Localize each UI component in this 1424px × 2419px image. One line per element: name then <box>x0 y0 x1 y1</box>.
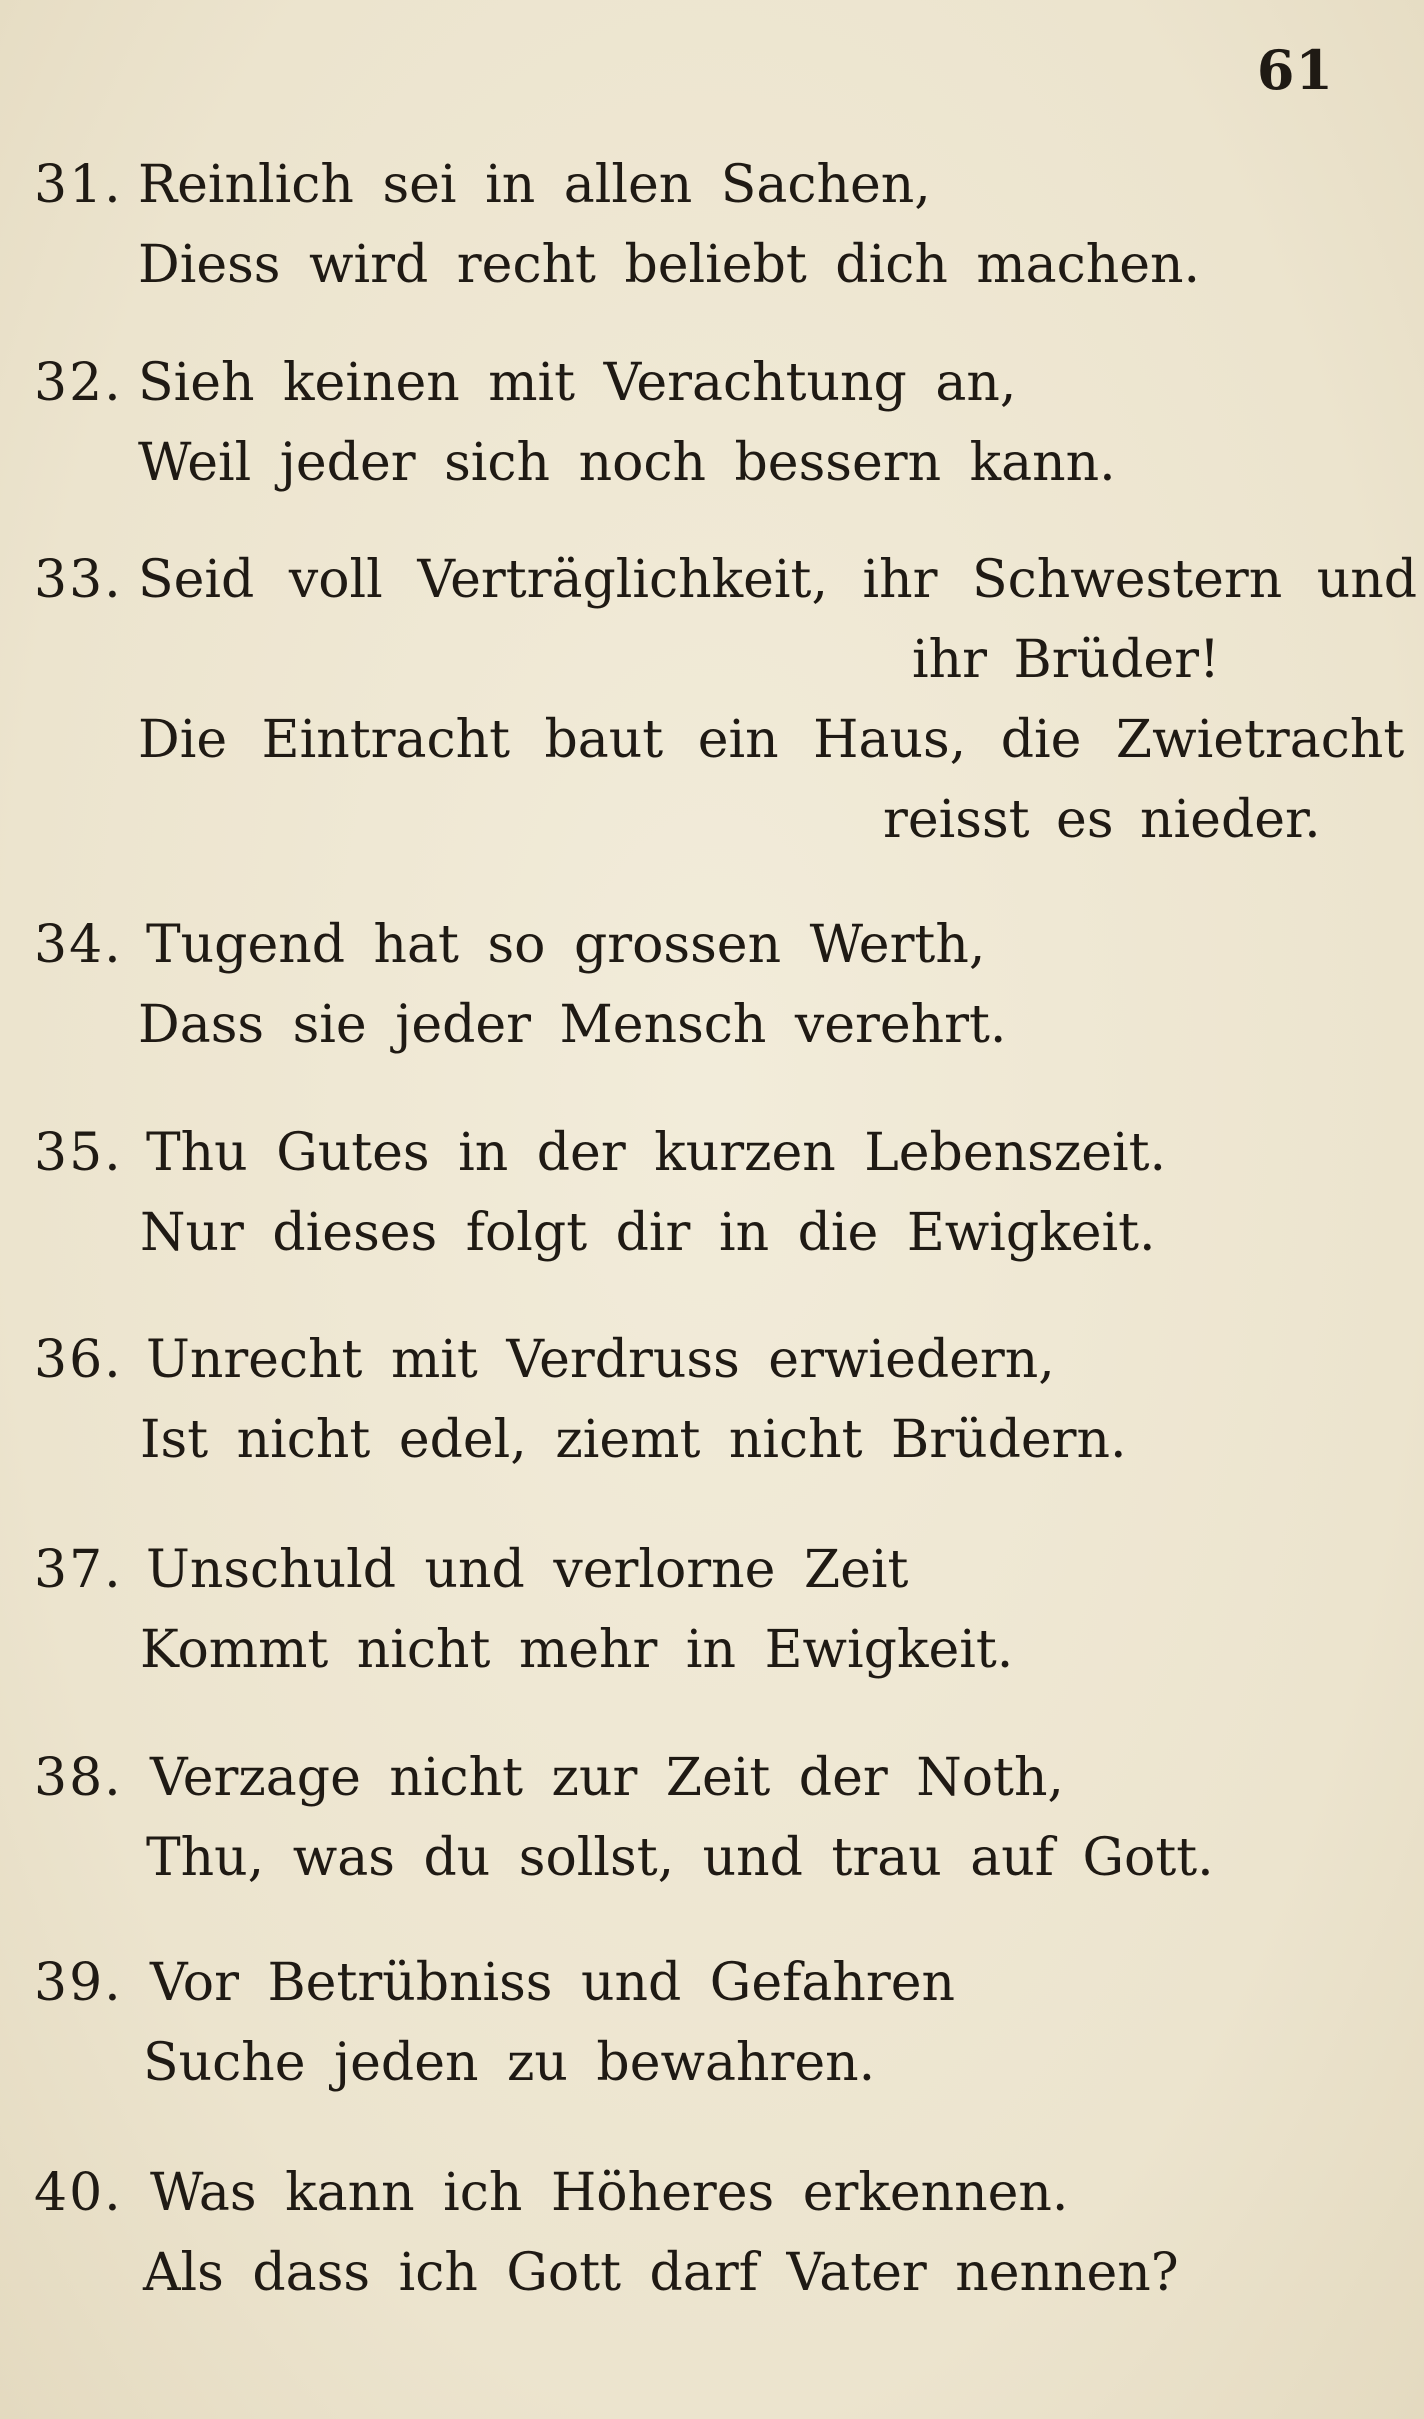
verse-number: 35. <box>34 1123 123 1183</box>
verse-line-continuation: reisst es nieder. <box>883 790 1321 850</box>
verse-line: Reinlich sei in allen Sachen, <box>138 155 931 215</box>
verse-number: 40. <box>34 2163 123 2223</box>
verse-line: Diess wird recht beliebt dich machen. <box>138 235 1201 295</box>
verse-number: 32. <box>34 353 123 413</box>
verse-line: Nur dieses folgt dir in die Ewigkeit. <box>140 1203 1156 1263</box>
verse-line: Als dass ich Gott darf Vater nennen? <box>143 2243 1179 2303</box>
verse-line: Thu Gutes in der kurzen Lebenszeit. <box>146 1123 1167 1183</box>
verse-line: Vor Betrübniss und Gefahren <box>150 1953 955 2013</box>
verse-line: Thu, was du sollst, und trau auf Gott. <box>146 1828 1214 1888</box>
verse-line: Dass sie jeder Mensch verehrt. <box>138 995 1007 1055</box>
verse-line: Weil jeder sich noch bessern kann. <box>138 433 1116 493</box>
verse-line: Ist nicht edel, ziemt nicht Brüdern. <box>140 1410 1127 1470</box>
verse-number: 37. <box>34 1540 123 1600</box>
verse-line: Die Eintracht baut ein Haus, die Zwietracht <box>138 710 1405 770</box>
verse-number: 31. <box>34 155 123 215</box>
verse-line: Was kann ich Höheres erkennen. <box>150 2163 1069 2223</box>
verse-number: 39. <box>34 1953 123 2013</box>
verse-line: Unschuld und verlorne Zeit <box>146 1540 909 1600</box>
verse-line: Seid voll Verträglichkeit, ihr Schwestern und <box>138 550 1418 610</box>
verse-line: Suche jeden zu bewahren. <box>143 2033 876 2093</box>
verse-line-continuation: ihr Brüder! <box>912 630 1220 690</box>
verse-line: Kommt nicht mehr in Ewigkeit. <box>140 1620 1014 1680</box>
verse-line: Sieh keinen mit Verachtung an, <box>138 353 1017 413</box>
verse-number: 36. <box>34 1330 123 1390</box>
page-number: 61 <box>1256 38 1334 102</box>
verse-line: Verzage nicht zur Zeit der Noth, <box>150 1748 1064 1808</box>
verse-number: 38. <box>34 1748 123 1808</box>
verse-number: 34. <box>34 915 123 975</box>
verse-number: 33. <box>34 550 123 610</box>
verse-line: Unrecht mit Verdruss erwiedern, <box>146 1330 1055 1390</box>
verse-line: Tugend hat so grossen Werth, <box>146 915 986 975</box>
